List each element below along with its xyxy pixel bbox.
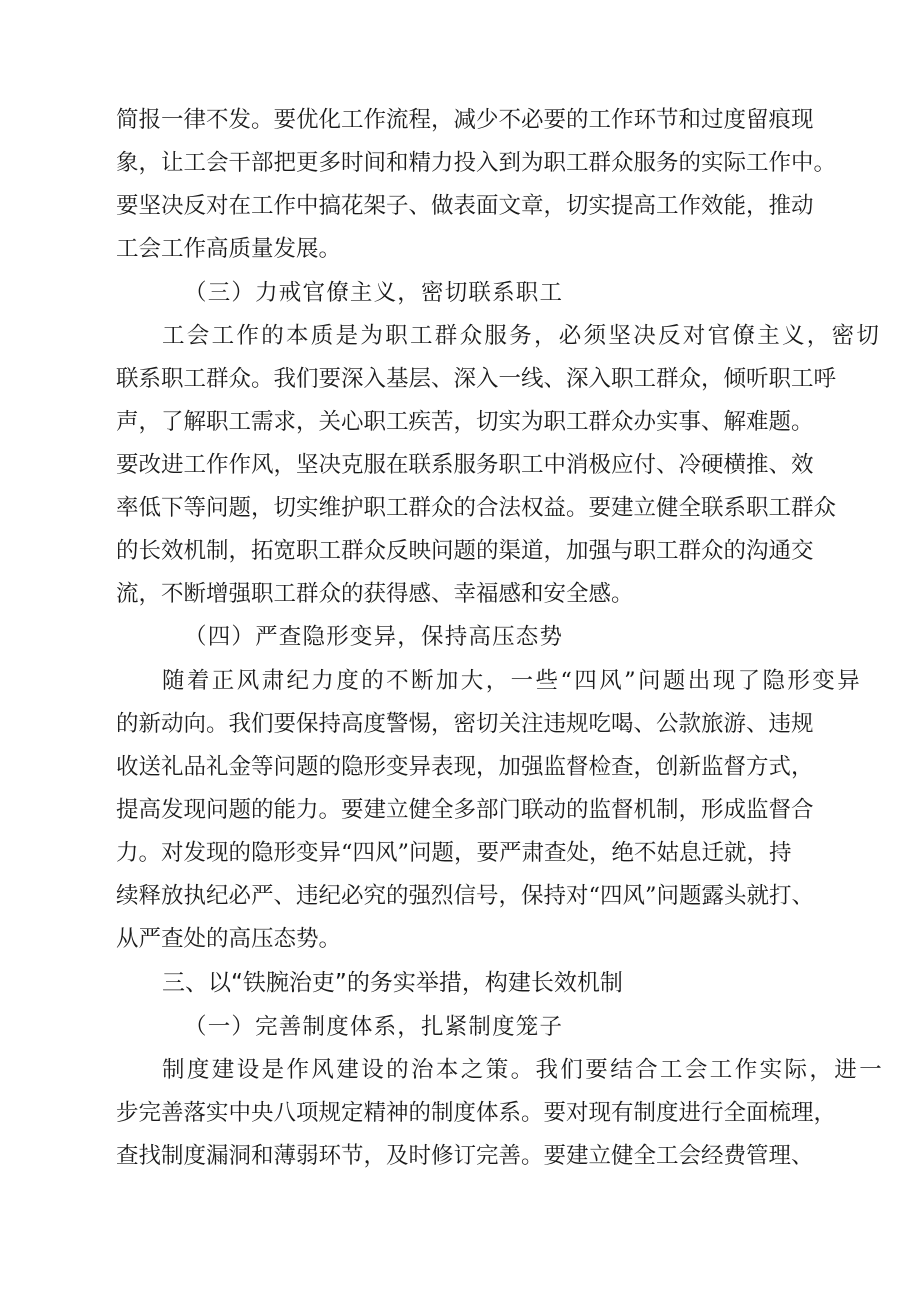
paragraph-line: 随着正风肃纪力度的不断加大，一些“四风”问题出现了隐形变异 bbox=[162, 668, 863, 694]
paragraph-line: 率低下等问题，切实维护职工群众的合法权益。要建立健全联系职工群众 bbox=[116, 495, 837, 521]
paragraph-line: 续释放执纪必严、违纪必究的强烈信号，保持对“四风”问题露头就打、 bbox=[116, 883, 815, 909]
paragraph-line: 工会工作的本质是为职工群众服务，必须坚决反对官僚主义，密切 bbox=[162, 323, 882, 349]
paragraph-line: 收送礼品礼金等问题的隐形变异表现，加强监督检查，创新监督方式， bbox=[116, 754, 814, 780]
paragraph-line: 联系职工群众。我们要深入基层、深入一线、深入职工群众，倾听职工呼 bbox=[116, 366, 837, 392]
paragraph-line: 要改进工作作风，坚决克服在联系服务职工中消极应付、冷硬横推、效 bbox=[116, 452, 814, 478]
paragraph-line: 象，让工会干部把更多时间和精力投入到为职工群众服务的实际工作中。 bbox=[116, 150, 837, 176]
paragraph-line: 的新动向。我们要保持高度警惕，密切关注违规吃喝、公款旅游、违规 bbox=[116, 711, 814, 737]
section-heading: 三、以“铁腕治吏”的务实举措，构建长效机制 bbox=[162, 970, 623, 996]
paragraph-line: 力。对发现的隐形变异“四风”问题，要严肃查处，绝不姑息迁就，持 bbox=[116, 840, 792, 866]
paragraph-line: 声，了解职工需求，关心职工疾苦，切实为职工群众办实事、解难题。 bbox=[116, 409, 814, 435]
paragraph-line: 流，不断增强职工群众的获得感、幸福感和安全感。 bbox=[116, 581, 634, 607]
paragraph-line: 提高发现问题的能力。要建立健全多部门联动的监督机制，形成监督合 bbox=[116, 797, 814, 823]
paragraph-line: 查找制度漏洞和薄弱环节，及时修订完善。要建立健全工会经费管理、 bbox=[116, 1143, 814, 1169]
section-subheading: （三）力戒官僚主义，密切联系职工 bbox=[184, 280, 564, 306]
paragraph-line: 简报一律不发。要优化工作流程，减少不必要的工作环节和过度留痕现 bbox=[116, 107, 814, 133]
section-subheading: （一）完善制度体系，扎紧制度笼子 bbox=[184, 1014, 564, 1040]
paragraph-line: 的长效机制，拓宽职工群众反映问题的渠道，加强与职工群众的沟通交 bbox=[116, 538, 814, 564]
section-subheading: （四）严查隐形变异，保持高压态势 bbox=[184, 624, 564, 650]
paragraph-line: 工会工作高质量发展。 bbox=[116, 236, 342, 262]
paragraph-line: 制度建设是作风建设的治本之策。我们要结合工会工作实际，进一 bbox=[162, 1057, 885, 1083]
paragraph-line: 步完善落实中央八项规定精神的制度体系。要对现有制度进行全面梳理， bbox=[116, 1100, 837, 1126]
paragraph-line: 从严查处的高压态势。 bbox=[116, 926, 342, 952]
paragraph-line: 要坚决反对在工作中搞花架子、做表面文章，切实提高工作效能，推动 bbox=[116, 193, 814, 219]
